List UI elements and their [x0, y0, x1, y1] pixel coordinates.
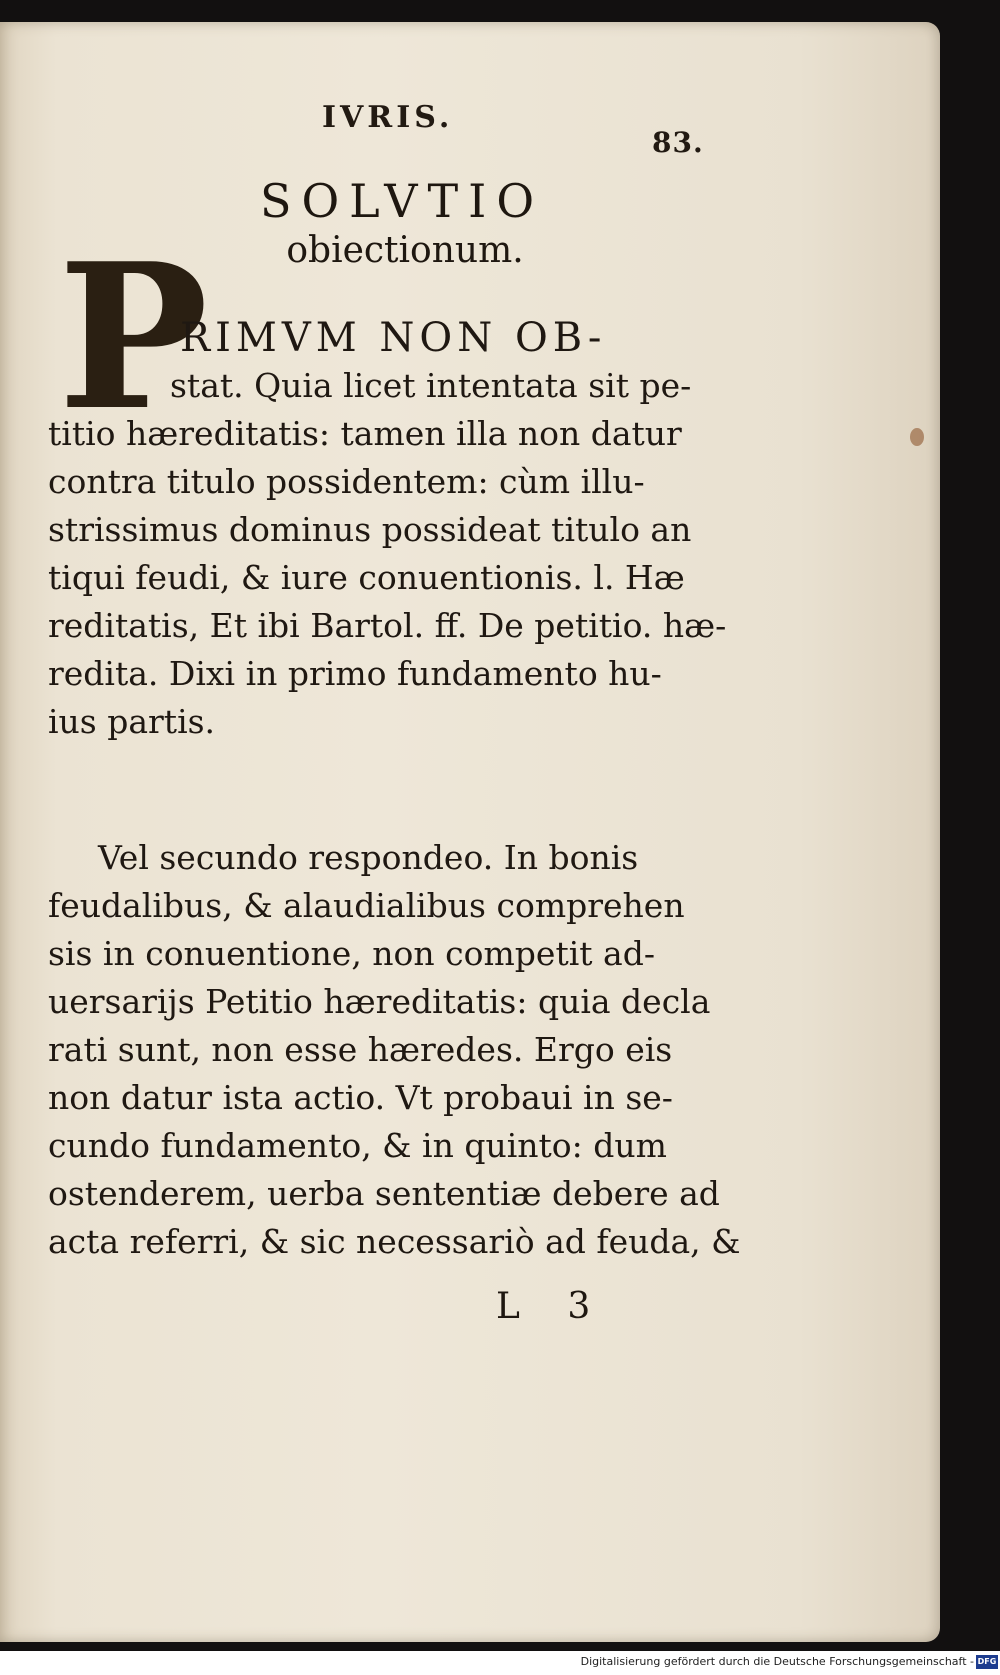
drop-cap: P: [58, 220, 209, 455]
text-line: rati sunt, non esse hæredes. Ergo eis: [48, 1030, 673, 1069]
digitization-credit: Digitalisierung gefördert durch die Deutsche Forschungsgemeinschaft -: [580, 1655, 974, 1668]
text-line: cundo fundamento, & in quinto: dum: [48, 1126, 667, 1165]
paper-stain: [910, 428, 924, 446]
text-line: redita. Dixi in primo fundamento hu-: [48, 654, 662, 693]
text-line: titio hæreditatis: tamen illa non datur: [48, 414, 682, 453]
section-title: SOLVTIO: [259, 174, 545, 228]
text-line: feudalibus, & alaudialibus comprehen: [48, 886, 685, 925]
text-line: ius partis.: [48, 702, 216, 741]
text-line: tiqui feudi, & iure conuentionis. l. Hæ: [48, 558, 685, 597]
running-head: IVRIS.: [322, 100, 454, 135]
text-line: Vel secundo respondeo. In bonis: [98, 838, 639, 877]
dfg-logo: DFG: [976, 1655, 998, 1669]
page-number: 83.: [652, 126, 704, 159]
text-line: reditatis, Et ibi Bartol. ff. De petitio. hæ-: [48, 606, 727, 645]
section-subtitle: obiectionum.: [286, 230, 524, 271]
text-line: non datur ista actio. Vt probaui in se-: [48, 1078, 673, 1117]
text-line: stat. Quia licet intentata sit pe-: [170, 366, 692, 405]
text-line: RIMVM NON OB-: [180, 315, 607, 361]
text-line: contra titulo possidentem: cùm illu-: [48, 462, 645, 501]
signature-mark: L 3: [496, 1286, 609, 1327]
text-line: strissimus dominus possideat titulo an: [48, 510, 692, 549]
text-line: ostenderem, uerba sententiæ debere ad: [48, 1174, 720, 1213]
text-line: sis in conuentione, non competit ad-: [48, 934, 655, 973]
text-line: uersarijs Petitio hæreditatis: quia decla: [48, 982, 711, 1021]
text-line: acta referri, & sic necessariò ad feuda, &: [48, 1222, 741, 1261]
